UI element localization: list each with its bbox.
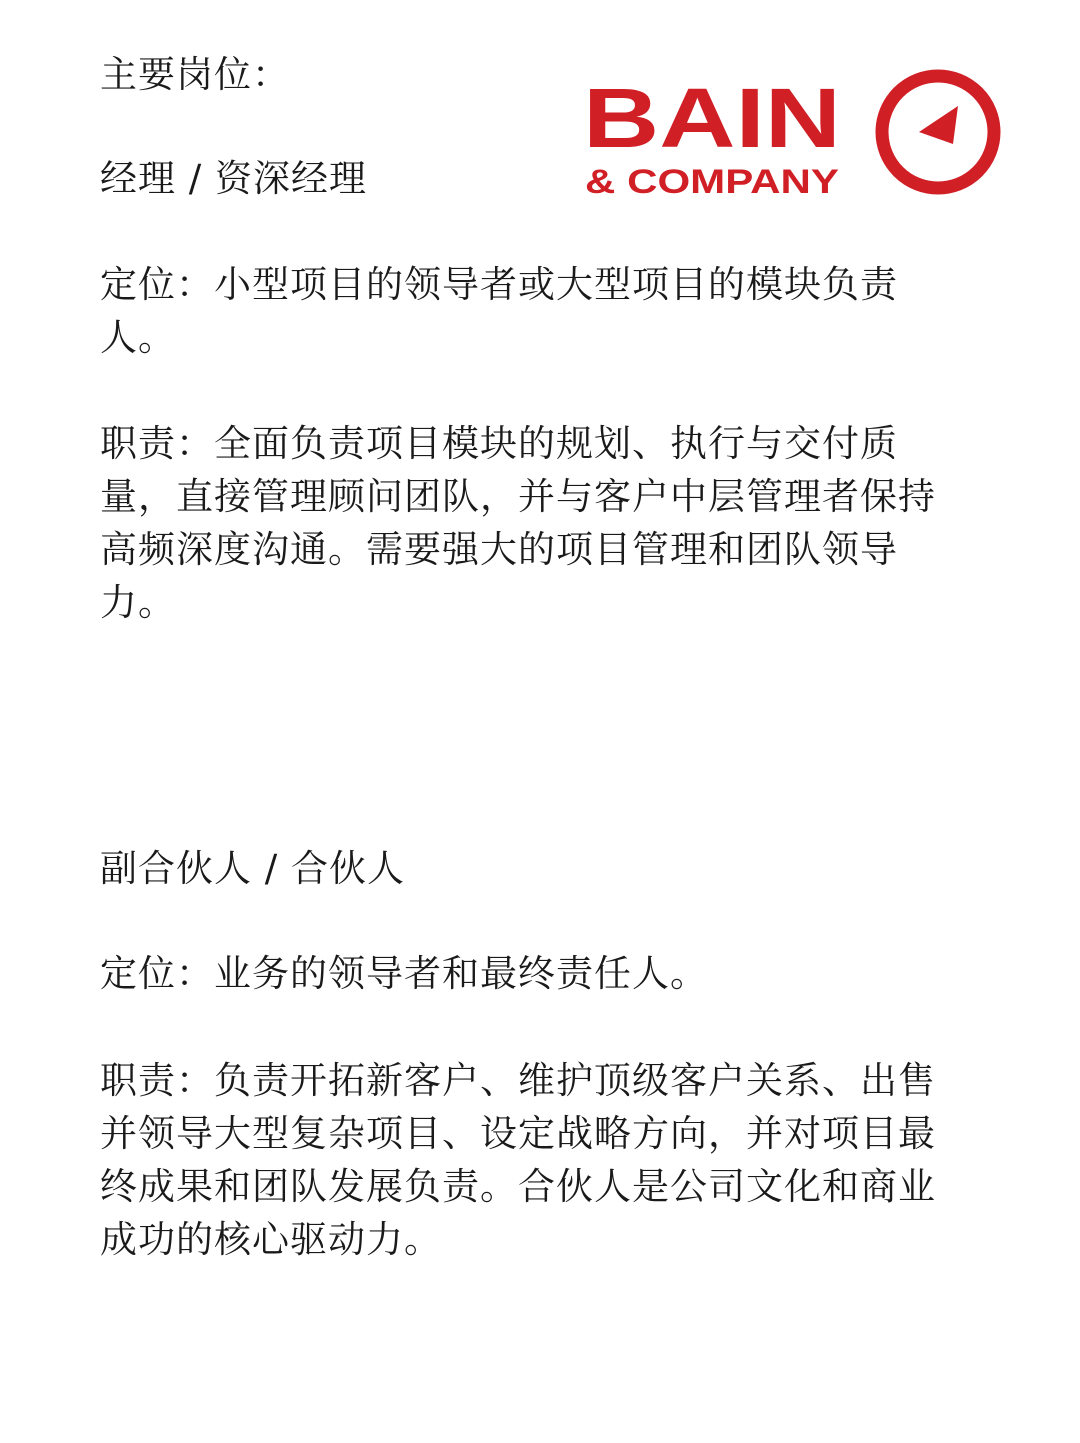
manager-duties: 职责：全面负责项目模块的规划、执行与交付质量，直接管理顾问团队，并与客户中层管理者保持高频深度沟通。需要强大的项目管理和团队领导力。 <box>100 422 936 624</box>
manager-title: 经理 / 资深经理 <box>100 157 367 200</box>
logo-wordmark-company: & COMPANY <box>585 163 840 198</box>
partner-position: 定位：业务的领导者和最终责任人。 <box>100 952 708 995</box>
logo-wordmark-bain: BAIN <box>583 71 841 165</box>
manager-position: 定位：小型项目的领导者或大型项目的模块负责人。 <box>100 263 898 359</box>
partner-title: 副合伙人 / 合伙人 <box>100 847 405 890</box>
section-heading: 主要岗位： <box>100 53 290 96</box>
partner-duties: 职责：负责开拓新客户、维护顶级客户关系、出售并领导大型复杂项目、设定战略方向，并对项目最终成果和团队发展负责。合伙人是公司文化和商业成功的核心驱动力。 <box>100 1059 936 1261</box>
